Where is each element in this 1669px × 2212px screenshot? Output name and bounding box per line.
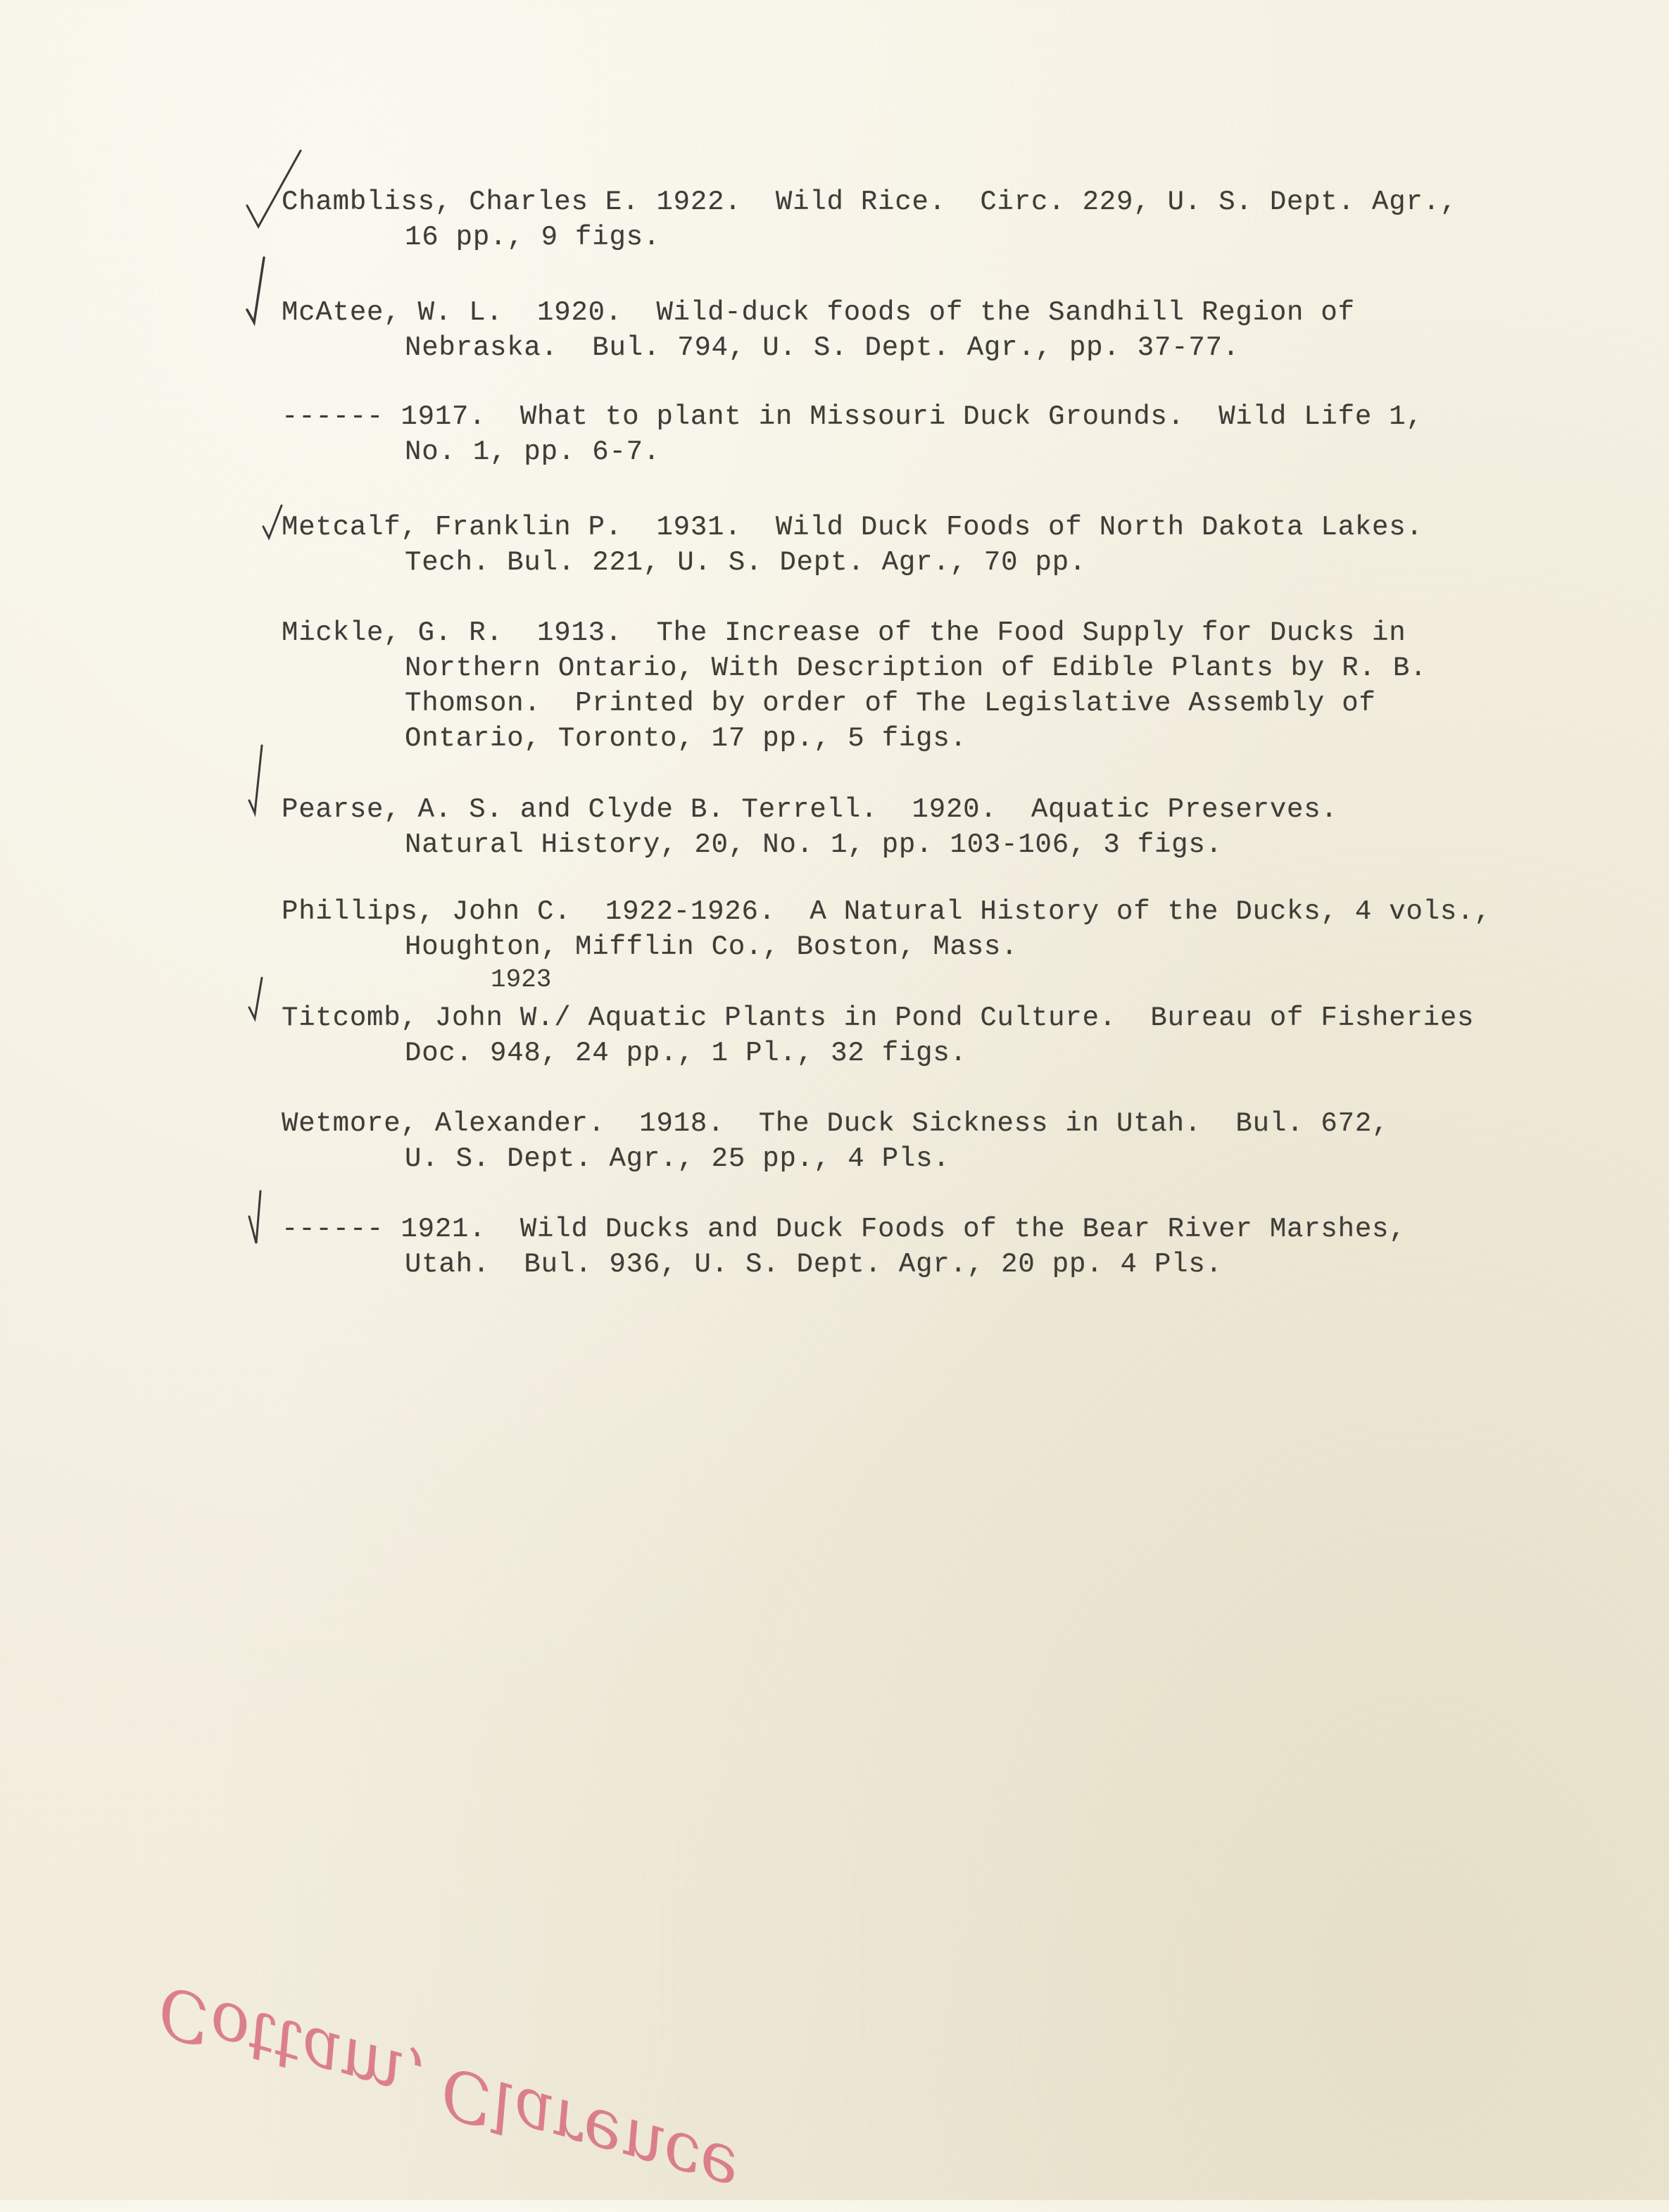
reference-line: ------ 1917. What to plant in Missouri Duck Grounds. Wild Life 1, xyxy=(282,401,1423,432)
reference-line: Natural History, 20, No. 1, pp. 103-106, 3 figs. xyxy=(405,829,1223,860)
check-mark-icon xyxy=(245,743,280,820)
reference-line: McAtee, W. L. 1920. Wild-duck foods of the Sandhill Region of xyxy=(282,297,1355,328)
reference-line: Houghton, Mifflin Co., Boston, Mass. xyxy=(405,931,1019,962)
check-mark-icon xyxy=(246,975,275,1031)
reference-line: Titcomb, John W./ Aquatic Plants in Pond Culture. Bureau of Fisheries xyxy=(282,1003,1475,1033)
inserted-year-text: 1923 xyxy=(491,965,552,994)
check-mark-icon xyxy=(246,1188,275,1252)
reference-line: Metcalf, Franklin P. 1931. Wild Duck Foods of North Dakota Lakes. xyxy=(282,512,1423,543)
reference-line: Chambliss, Charles E. 1922. Wild Rice. Circ. 229, U. S. Dept. Agr., xyxy=(282,187,1458,218)
reference-line: Utah. Bul. 936, U. S. Dept. Agr., 20 pp. 4 Pls. xyxy=(405,1249,1223,1280)
reference-line: 16 pp., 9 figs. xyxy=(405,222,661,253)
reference-line: Pearse, A. S. and Clyde B. Terrell. 1920. Aquatic Preserves. xyxy=(282,794,1338,825)
reference-line: Ontario, Toronto, 17 pp., 5 figs. xyxy=(405,723,967,754)
stamp-text: Cottam, Clarence xyxy=(148,1970,748,2212)
reference-line: Northern Ontario, With Description of Edible Plants by R. B. xyxy=(405,653,1428,684)
reference-line: Phillips, John C. 1922-1926. A Natural History of the Ducks, 4 vols., xyxy=(282,896,1492,927)
reference-line: ------ 1921. Wild Ducks and Duck Foods of the Bear River Marshes, xyxy=(282,1214,1406,1245)
reference-line: Doc. 948, 24 pp., 1 Pl., 32 figs. xyxy=(405,1038,967,1069)
reference-line: Thomson. Printed by order of The Legislative Assembly of xyxy=(405,688,1376,719)
reference-line: Nebraska. Bul. 794, U. S. Dept. Agr., pp. 37-77. xyxy=(405,332,1240,363)
reference-line: Wetmore, Alexander. 1918. The Duck Sickness in Utah. Bul. 672, xyxy=(282,1108,1390,1139)
reference-line: No. 1, pp. 6-7. xyxy=(405,436,661,467)
reference-line: U. S. Dept. Agr., 25 pp., 4 Pls. xyxy=(405,1143,950,1174)
reference-line: Tech. Bul. 221, U. S. Dept. Agr., 70 pp. xyxy=(405,547,1087,578)
reference-line: Mickle, G. R. 1913. The Increase of the Food Supply for Ducks in xyxy=(282,617,1406,648)
offset-stamp xyxy=(148,1950,748,2212)
check-mark-icon xyxy=(243,253,285,331)
